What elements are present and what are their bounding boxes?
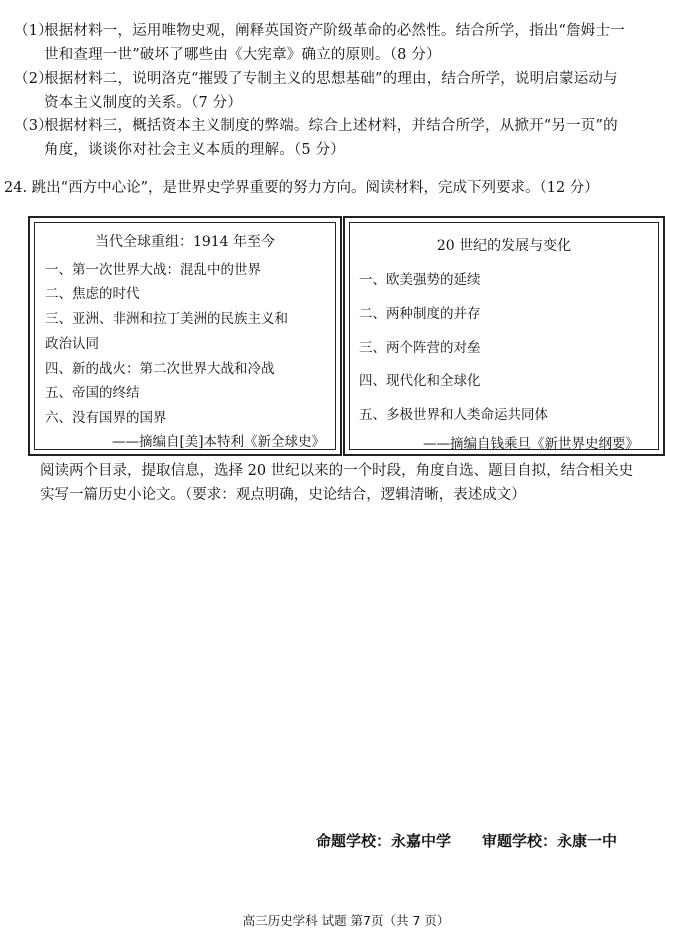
question-2: [14, 67, 682, 115]
proposer-school: 命题学校：永嘉中学: [316, 832, 452, 850]
left-box-item: 五、帝国的终结: [45, 385, 140, 401]
question-1-line2: 世和查理一世”破坏了哪些由《大宪章》确立的原则。（8 分）: [44, 47, 441, 63]
right-box-source: ——摘编自钱乘旦《新世界史纲要》: [423, 436, 639, 452]
reviewer-school: 审题学校：永康一中: [482, 832, 618, 850]
right-box-item: 四、现代化和全球化: [359, 373, 481, 389]
left-box-title: 当代全球重组：1914 年至今: [94, 234, 276, 250]
question-2-number: （2）: [14, 71, 53, 87]
question-2-line1: 根据材料二，说明洛克“摧毁了专制主义的思想基础”的理由，结合所学，说明启蒙运动与: [44, 71, 618, 87]
question-2-line2: 资本主义制度的关系。（7 分）: [44, 95, 243, 111]
right-box-item: 三、两个阵营的对垒: [359, 340, 481, 356]
essay-instruction-line2: 实写一篇历史小论文。（要求：观点明确，史论结合，逻辑清晰，表述成文）: [40, 487, 526, 503]
right-material-box: [343, 216, 665, 456]
left-box-item: 三、亚洲、非洲和拉丁美洲的民族主义和: [45, 311, 288, 327]
right-box-title: 20 世纪的发展与变化: [436, 238, 572, 254]
left-box-item: 政治认同: [45, 336, 99, 352]
right-box-item: 二、两种制度的并存: [359, 306, 481, 322]
left-material-box: [28, 216, 342, 456]
question-1: [14, 19, 682, 67]
left-box-item: 一、第一次世界大战：混乱中的世界: [45, 262, 261, 278]
right-box-item: 五、多极世界和人类命运共同体: [359, 407, 548, 423]
question-1-number: （1）: [14, 23, 53, 39]
question-3-line2: 角度，谈谈你对社会主义本质的理解。（5 分）: [44, 142, 345, 158]
question-3-number: （3）: [14, 118, 53, 134]
question-3-line1: 根据材料三，概括资本主义制度的弊端。综合上述材料，并结合所学，从掀开“另一页”的: [44, 118, 618, 134]
left-box-item: 四、新的战火：第二次世界大战和冷战: [45, 361, 275, 377]
right-box-item: 一、欧美强势的延续: [359, 272, 481, 288]
question-3: [14, 114, 682, 162]
essay-instruction: [40, 459, 675, 507]
left-box-item: 六、没有国界的国界: [45, 410, 167, 426]
left-box-item: 二、焦虑的时代: [45, 286, 140, 302]
left-box-source: ——摘编自[美]本特利《新全球史》: [112, 434, 326, 450]
page-footer: 高三历史学科 试题 第7页（共 7 页）: [242, 913, 450, 928]
question-24: 24. 跳出“西方中心论”，是世界史学界重要的努力方向。阅读材料，完成下列要求。（12 分）: [4, 180, 599, 196]
question-1-line1: 根据材料一，运用唯物史观，阐释英国资产阶级革命的必然性。结合所学，指出“詹姆士一: [44, 23, 625, 39]
essay-instruction-line1: 阅读两个目录，提取信息，选择 20 世纪以来的一个时段，角度自选、题目自拟，结合相关史: [40, 463, 634, 479]
